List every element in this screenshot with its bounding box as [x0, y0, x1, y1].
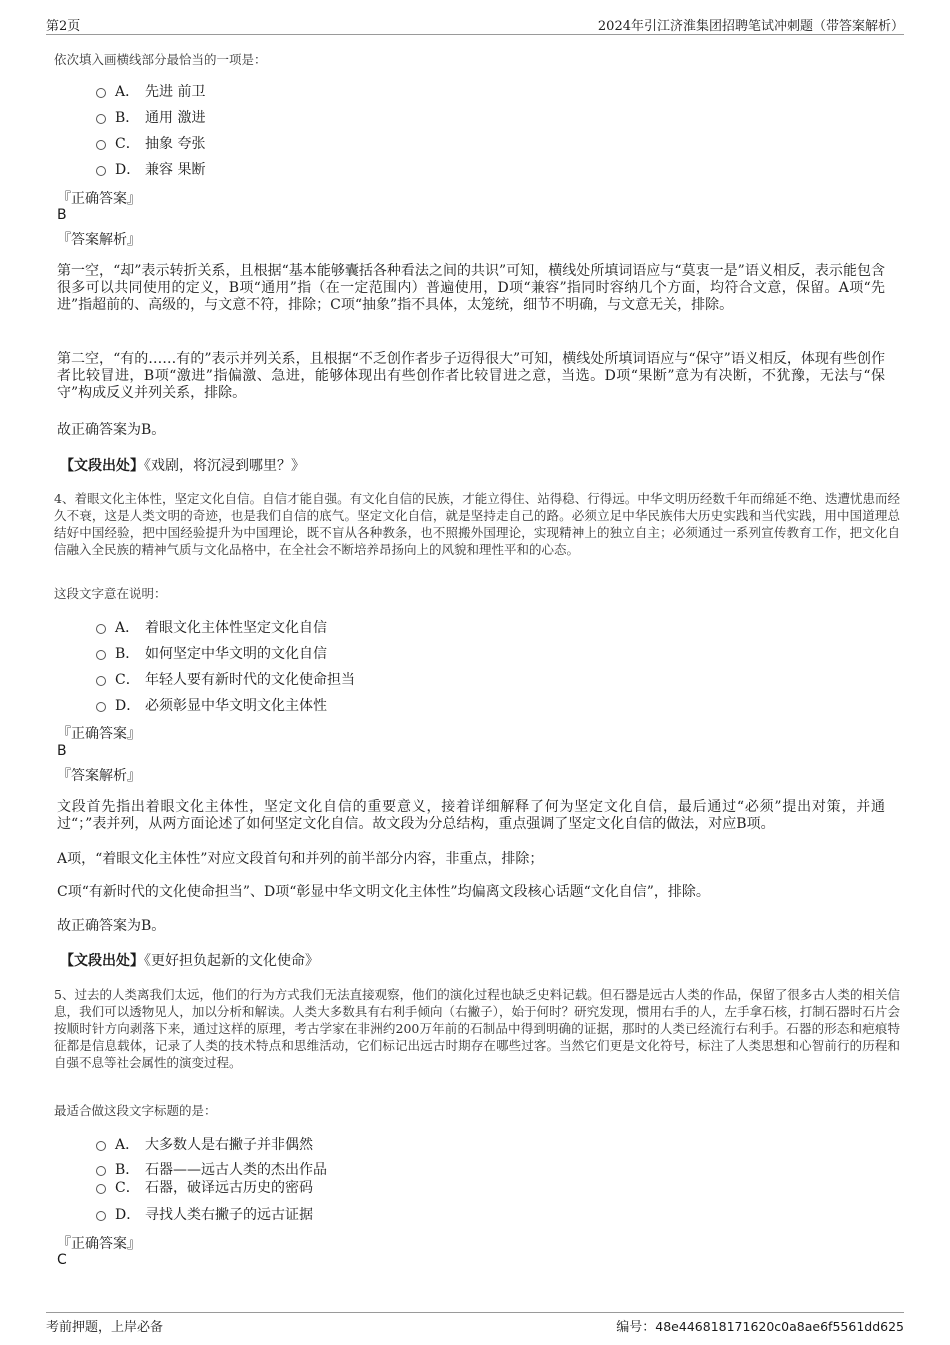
q5-answer: C: [57, 1252, 67, 1268]
q3-option-a[interactable]: A． 先进 前卫: [96, 81, 205, 101]
q3-analysis-p1: 第一空，“却”表示转折关系，且根据“基本能够囊括各种看法之间的共识”可知，横线处所填词语应与“莫衷一是”语义相反，表示能包含很多可以共同使用的定义，B项“通用”指（在一定范围内）普遍使用，D项“兼容”指同时容纳几个方面，均符合文意，保留。A项“先进”指超前的、高级的，与文意不符，排除；C项“抽象”指不具体，太笼统，细节不明确，与文意无关，排除。: [57, 263, 885, 313]
radio-icon[interactable]: [96, 114, 106, 124]
q5-option-b[interactable]: B． 石器——远古人类的杰出作品: [96, 1159, 327, 1179]
q5-option-c[interactable]: C． 石器，破译远古历史的密码: [96, 1177, 313, 1197]
q4-analysis-p3: C项“有新时代的文化使命担当”、D项“彰显中华文明文化主体性”均偏离文段核心话题“文化自信”，排除。: [57, 884, 710, 900]
q3-option-b[interactable]: B． 通用 激进: [96, 107, 205, 127]
radio-icon[interactable]: [96, 1166, 106, 1176]
radio-icon[interactable]: [96, 702, 106, 712]
radio-icon[interactable]: [96, 1184, 106, 1194]
radio-icon[interactable]: [96, 650, 106, 660]
page-footer: [46, 1312, 904, 1335]
q4-analysis-label: 『答案解析』: [57, 768, 141, 784]
q5-option-d[interactable]: D． 寻找人类右撇子的远古证据: [96, 1204, 313, 1224]
q4-answer-label: 『正确答案』: [57, 726, 141, 742]
q3-answer: B: [57, 207, 67, 223]
radio-icon[interactable]: [96, 166, 106, 176]
q3-analysis-p2: 第二空，“有的……有的”表示并列关系，且根据“不乏创作者步子迈得很大”可知，横线处所填词语应与“保守”语义相反，体现有些创作者比较冒进，B项“激进”指偏激、急进，能够体现出有些创作者比较冒进之意，当选。D项“果断”意为有决断，不犹豫，无法与“保守”构成反义并列关系，排除。: [57, 351, 885, 401]
q5-passage: 5、过去的人类离我们太远，他们的行为方式我们无法直接观察，他们的演化过程也缺乏史料记载。但石器是远古人类的作品，保留了很多古人类的相关信息，我们可以透物见人，加以分析和解读。人类大多数具有右利手倾向（右撇子），始于何时？研究发现，惯用右手的人，左手拿石核，打制石器时石片会按顺时针方向剥落下来，通过这样的原理，考古学家在非洲约200万年前的石制品中得到明确的证据，那时的人类已经流行右利手。石器的形态和疤痕特征都是信息载体，记录了人类的技术特点和思维活动，它们标记出远古时期存在哪些过客。当然它们更是文化符号，标注了人类思想和心智前行的历程和自强不息等社会属性的演变过程。: [54, 987, 900, 1070]
q3-option-d[interactable]: D． 兼容 果断: [96, 159, 205, 179]
q3-analysis-p3: 故正确答案为B。: [57, 422, 166, 438]
document-code: 编号：48e446818171620c0a8ae6f5561dd625: [616, 1319, 904, 1335]
q4-answer: B: [57, 743, 67, 759]
radio-icon[interactable]: [96, 624, 106, 634]
q4-passage: 4、着眼文化主体性，坚定文化自信。自信才能自强。有文化自信的民族，才能立得住、站得稳、行得远。中华文明历经数千年而绵延不绝、迭遭忧患而经久不衰，这是人类文明的奇迹，也是我们自信的底气。坚定文化自信，就是坚持走自己的路。必须立足中华民族伟大历史实践和当代实践，用中国道理总结好中国经验，把中国经验提升为中国理论，既不盲从各种教条，也不照搬外国理论，实现精神上的独立自主；必须通过一系列宣传教育工作，把文化自信融入全民族的精神气质与文化品格中，在全社会不断培养昂扬向上的风貌和理性平和的心态。: [54, 491, 900, 557]
q4-option-d[interactable]: D． 必须彰显中华文明文化主体性: [96, 695, 327, 715]
radio-icon[interactable]: [96, 1141, 106, 1151]
q3-source: 【文段出处】《戏剧，将沉浸到哪里？》: [60, 458, 305, 474]
q4-analysis-p4: 故正确答案为B。: [57, 918, 166, 934]
radio-icon[interactable]: [96, 88, 106, 98]
q3-option-c[interactable]: C． 抽象 夸张: [96, 133, 205, 153]
q3-analysis-label: 『答案解析』: [57, 232, 141, 248]
q4-source: 【文段出处】《更好担负起新的文化使命》: [60, 953, 319, 969]
q4-option-c[interactable]: C． 年轻人要有新时代的文化使命担当: [96, 669, 355, 689]
document-title: 2024年引江济淮集团招聘笔试冲刺题（带答案解析）: [597, 19, 904, 34]
footer-slogan: 考前押题，上岸必备: [46, 1320, 164, 1335]
radio-icon[interactable]: [96, 676, 106, 686]
q5-prompt: 最适合做这段文字标题的是：: [54, 1103, 217, 1118]
q3-answer-label: 『正确答案』: [57, 191, 141, 207]
q5-answer-label: 『正确答案』: [57, 1236, 141, 1252]
q5-option-a[interactable]: A． 大多数人是右撇子并非偶然: [96, 1134, 313, 1154]
q4-option-a[interactable]: A． 着眼文化主体性坚定文化自信: [96, 617, 327, 637]
page-number: 第2页: [46, 19, 81, 34]
q3-prompt: 依次填入画横线部分最恰当的一项是：: [54, 52, 267, 67]
radio-icon[interactable]: [96, 140, 106, 150]
q4-analysis-p2: A项，“着眼文化主体性”对应文段首句和并列的前半部分内容，非重点，排除；: [57, 851, 544, 867]
page-header: [46, 12, 904, 35]
radio-icon[interactable]: [96, 1211, 106, 1221]
q4-analysis-p1: 文段首先指出着眼文化主体性，坚定文化自信的重要意义，接着详细解释了何为坚定文化自信，最后通过“必须”提出对策，并通过“；”表并列，从两方面论述了如何坚定文化自信。故文段为分总结构，重点强调了坚定文化自信的做法，对应B项。: [57, 799, 885, 832]
q4-prompt: 这段文字意在说明：: [54, 586, 167, 601]
q4-option-b[interactable]: B． 如何坚定中华文明的文化自信: [96, 643, 327, 663]
